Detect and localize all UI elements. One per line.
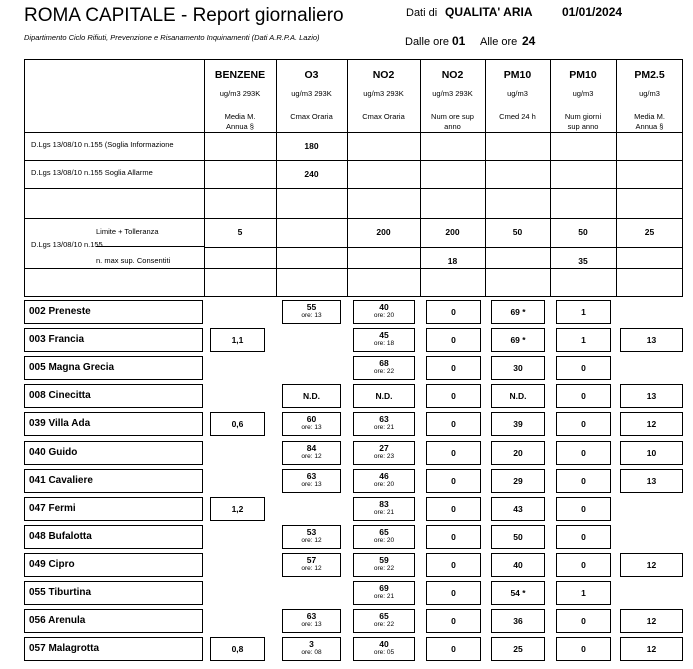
- station-o3-hour: ore: 12: [301, 565, 322, 572]
- station-pm25-cell: [620, 412, 683, 436]
- station-no2-value: 27: [379, 443, 389, 453]
- station-o3-hour: ore: 13: [301, 481, 322, 488]
- station-pm10-sup-cell: [556, 497, 611, 521]
- column-header-pm10: PM10: [503, 69, 532, 81]
- station-o3-value: 60: [306, 414, 317, 424]
- station-no2-sup-value: 0: [451, 560, 456, 570]
- station-no2-sup-cell: [426, 581, 481, 605]
- station-pm10-sup-value: 1: [581, 588, 586, 598]
- station-pm10-sup-cell: [556, 581, 611, 605]
- station-name: 055 Tiburtina: [24, 581, 203, 605]
- station-pm10-value: 30: [513, 363, 523, 373]
- column-note: Num ore sup: [431, 112, 474, 121]
- station-pm10-cell: [491, 441, 545, 465]
- limit-value: 200: [445, 227, 460, 237]
- station-no2-hour: ore: 20: [373, 312, 395, 319]
- station-no2-value: 46: [379, 471, 389, 481]
- station-no2-cell: [353, 300, 415, 324]
- station-no2-cell: [353, 469, 415, 493]
- station-o3-hour: ore: 13: [301, 312, 322, 319]
- column-unit: ug/m3 293K: [432, 89, 473, 98]
- station-no2-sup-cell: [426, 412, 481, 436]
- station-no2-hour: ore: 20: [373, 481, 395, 488]
- station-o3-cell: [282, 384, 341, 408]
- station-no2-hour: ore: 18: [373, 340, 395, 347]
- column-note: Cmed 24 h: [499, 112, 536, 121]
- limit-value: 50: [512, 227, 523, 237]
- exceed-label: n. max sup. Consentiti: [96, 256, 171, 265]
- station-o3-hour: ore: 12: [301, 537, 322, 544]
- station-o3-value: 84: [306, 443, 317, 453]
- station-pm25-value: 10: [646, 448, 657, 458]
- station-pm25-cell: [620, 609, 683, 633]
- column-unit: ug/m3 293K: [363, 89, 404, 98]
- station-pm25-cell: [620, 469, 683, 493]
- station-pm10-cell: [491, 581, 545, 605]
- column-note: sup anno: [567, 122, 599, 131]
- station-no2-sup-value: 0: [451, 532, 456, 542]
- station-no2-hour: ore: 05: [373, 649, 395, 656]
- alle-ore-label: Alle ore: [480, 36, 518, 48]
- station-name: 056 Arenula: [24, 609, 203, 633]
- station-no2-cell: [353, 328, 415, 352]
- station-no2-value: 83: [379, 499, 389, 509]
- grid-horizontal-line: [24, 268, 683, 269]
- station-pm10-value: 29: [513, 476, 523, 486]
- station-no2-value: N.D.: [375, 391, 393, 401]
- column-note: Cmax Oraria: [290, 112, 333, 121]
- station-no2-sup-cell: [426, 356, 481, 380]
- station-benzene-value: 0,8: [231, 644, 244, 654]
- station-pm25-cell: [620, 441, 683, 465]
- alle-ore-value: 24: [522, 34, 536, 48]
- column-note: Annua §: [635, 122, 664, 131]
- column-header-pm10: PM10: [569, 69, 597, 81]
- station-benzene-cell: [210, 412, 265, 436]
- station-no2-sup-cell: [426, 637, 481, 661]
- station-no2-sup-value: 0: [451, 448, 456, 458]
- threshold-alarm-o3: 240: [304, 169, 319, 179]
- station-pm10-cell: [491, 469, 545, 493]
- station-pm10-cell: [491, 384, 545, 408]
- station-no2-value: 59: [379, 555, 389, 565]
- station-name: 047 Fermi: [24, 497, 203, 521]
- station-no2-hour: ore: 21: [373, 424, 395, 431]
- station-no2-sup-value: 0: [451, 307, 456, 317]
- column-note: Num giorni: [564, 112, 602, 121]
- station-benzene-value: 1,1: [231, 335, 244, 345]
- station-pm10-sup-value: 0: [581, 391, 586, 401]
- station-no2-cell: [353, 384, 415, 408]
- column-unit: ug/m3: [639, 89, 660, 98]
- station-pm10-cell: [491, 356, 545, 380]
- station-no2-sup-cell: [426, 300, 481, 324]
- station-benzene-cell: [210, 328, 265, 352]
- station-no2-cell: [353, 497, 415, 521]
- station-no2-value: 63: [379, 414, 389, 424]
- station-o3-cell: [282, 412, 341, 436]
- exceed-value: 18: [447, 256, 458, 266]
- station-o3-cell: [282, 637, 341, 661]
- station-pm10-sup-value: 0: [581, 560, 586, 570]
- station-o3-value: 55: [306, 302, 317, 312]
- station-name: 005 Magna Grecia: [24, 356, 203, 380]
- station-no2-sup-value: 0: [451, 419, 456, 429]
- column-unit: ug/m3 293K: [291, 89, 332, 98]
- dalle-ore-label: Dalle ore: [405, 36, 450, 48]
- station-pm10-sup-cell: [556, 553, 611, 577]
- exceed-value: 35: [578, 256, 588, 266]
- station-pm10-sup-value: 0: [581, 644, 586, 654]
- station-name: 040 Guido: [24, 441, 203, 465]
- report-date: 01/01/2024: [562, 5, 623, 19]
- column-header-pm25: PM2.5: [634, 69, 665, 81]
- station-pm10-cell: [491, 553, 545, 577]
- station-no2-hour: ore: 23: [373, 453, 395, 460]
- station-no2-sup-value: 0: [451, 476, 456, 486]
- station-no2-cell: [353, 441, 415, 465]
- station-no2-value: 45: [379, 330, 389, 340]
- station-pm10-value: 39: [513, 419, 523, 429]
- station-no2-cell: [353, 356, 415, 380]
- station-no2-sup-cell: [426, 328, 481, 352]
- station-o3-value: 57: [306, 555, 317, 565]
- station-pm10-sup-cell: [556, 328, 611, 352]
- station-pm10-cell: [491, 300, 545, 324]
- page-title: ROMA CAPITALE - Report giornaliero: [24, 5, 344, 26]
- column-header-no2: NO2: [441, 69, 464, 81]
- station-pm25-cell: [620, 553, 683, 577]
- column-note: Cmax Oraria: [362, 112, 405, 121]
- station-pm10-value: 54 *: [510, 588, 526, 598]
- station-pm10-sup-cell: [556, 384, 611, 408]
- column-header-o3: O3: [304, 69, 319, 81]
- station-pm25-cell: [620, 637, 683, 661]
- station-no2-hour: ore: 21: [373, 509, 395, 516]
- station-o3-value: 53: [306, 527, 317, 537]
- station-pm10-sup-cell: [556, 300, 611, 324]
- station-pm10-sup-value: 0: [581, 504, 586, 514]
- station-no2-sup-cell: [426, 609, 481, 633]
- station-no2-sup-cell: [426, 553, 481, 577]
- station-pm25-value: 12: [646, 616, 657, 626]
- station-o3-cell: [282, 609, 341, 633]
- station-pm10-sup-value: 0: [581, 419, 586, 429]
- station-no2-cell: [353, 412, 415, 436]
- station-no2-sup-value: 0: [451, 391, 456, 401]
- station-name: 039 Villa Ada: [24, 412, 203, 436]
- station-no2-hour: ore: 21: [373, 593, 395, 600]
- station-no2-hour: ore: 20: [373, 537, 395, 544]
- station-o3-cell: [282, 469, 341, 493]
- station-pm10-value: 69 *: [510, 335, 526, 345]
- station-pm10-cell: [491, 412, 545, 436]
- column-note: Media M.: [224, 112, 256, 121]
- station-pm10-sup-cell: [556, 469, 611, 493]
- grid-horizontal-line: [24, 188, 683, 189]
- grid-horizontal-line: [24, 160, 683, 161]
- station-no2-cell: [353, 637, 415, 661]
- station-no2-value: 65: [379, 611, 389, 621]
- station-pm10-sup-value: 0: [581, 448, 586, 458]
- threshold-alarm-label: D.Lgs 13/08/10 n.155 Soglia Allarme: [31, 168, 153, 177]
- station-pm10-value: 69 *: [510, 307, 526, 317]
- column-note: Media M.: [634, 112, 665, 121]
- column-unit: ug/m3: [572, 89, 594, 98]
- station-pm10-value: 40: [513, 560, 523, 570]
- threshold-info-o3: 180: [304, 141, 319, 151]
- station-pm10-value: 43: [513, 504, 523, 514]
- report-category: QUALITA' ARIA: [445, 5, 533, 19]
- station-no2-value: 40: [379, 302, 389, 312]
- station-no2-cell: [353, 581, 415, 605]
- dati-di-label: Dati di: [406, 7, 438, 19]
- station-name: 057 Malagrotta: [24, 637, 203, 661]
- station-no2-value: 69: [379, 583, 389, 593]
- limit-value: 25: [644, 227, 655, 237]
- station-o3-hour: ore: 13: [301, 424, 322, 431]
- station-no2-cell: [353, 525, 415, 549]
- station-pm10-sup-value: 0: [581, 476, 586, 486]
- column-note: Annua §: [226, 122, 254, 131]
- station-no2-hour: ore: 22: [373, 368, 395, 375]
- station-benzene-value: 0,6: [231, 419, 244, 429]
- column-unit: ug/m3: [507, 89, 528, 98]
- station-name: 002 Preneste: [24, 300, 203, 324]
- station-pm25-value: 12: [646, 560, 657, 570]
- station-pm10-sup-cell: [556, 441, 611, 465]
- station-benzene-cell: [210, 637, 265, 661]
- station-no2-sup-value: 0: [451, 363, 456, 373]
- station-pm10-cell: [491, 497, 545, 521]
- station-o3-cell: [282, 441, 341, 465]
- station-pm25-value: 13: [646, 335, 657, 345]
- station-no2-sup-cell: [426, 469, 481, 493]
- station-name: 049 Cipro: [24, 553, 203, 577]
- station-o3-value: N.D.: [303, 391, 320, 401]
- station-pm25-value: 13: [646, 391, 657, 401]
- station-pm10-sup-value: 1: [581, 307, 586, 317]
- station-no2-sup-cell: [426, 384, 481, 408]
- station-benzene-cell: [210, 497, 265, 521]
- column-note: anno: [444, 122, 461, 131]
- grid-horizontal-line: [24, 218, 683, 219]
- station-pm25-value: 12: [646, 419, 657, 429]
- station-o3-value: 63: [306, 471, 317, 481]
- station-no2-sup-value: 0: [451, 504, 456, 514]
- station-o3-hour: ore: 12: [301, 453, 322, 460]
- station-pm10-sup-cell: [556, 356, 611, 380]
- station-no2-hour: ore: 22: [373, 565, 395, 572]
- station-pm10-sup-cell: [556, 637, 611, 661]
- threshold-info-label: D.Lgs 13/08/10 n.155 (Soglia Informazione: [31, 140, 174, 149]
- station-no2-cell: [353, 609, 415, 633]
- station-no2-sup-cell: [426, 441, 481, 465]
- decree-label: D.Lgs 13/08/10 n.155: [31, 240, 103, 249]
- station-no2-cell: [353, 553, 415, 577]
- limit-value: 5: [237, 227, 243, 237]
- station-pm10-sup-value: 1: [581, 335, 586, 345]
- station-pm10-cell: [491, 525, 545, 549]
- station-pm10-sup-value: 0: [581, 616, 586, 626]
- column-header-benzene: BENZENE: [214, 69, 266, 81]
- grid-horizontal-line: [24, 132, 683, 133]
- station-name: 008 Cinecitta: [24, 384, 203, 408]
- station-no2-sup-cell: [426, 497, 481, 521]
- dalle-ore-value: 01: [452, 34, 466, 48]
- station-o3-hour: ore: 08: [301, 649, 322, 656]
- station-name: 003 Francia: [24, 328, 203, 352]
- station-pm10-sup-cell: [556, 525, 611, 549]
- station-pm10-value: 25: [513, 644, 523, 654]
- station-no2-sup-value: 0: [451, 616, 456, 626]
- station-no2-sup-cell: [426, 525, 481, 549]
- station-no2-sup-value: 0: [451, 335, 456, 345]
- station-name: 048 Bufalotta: [24, 525, 203, 549]
- station-pm25-cell: [620, 384, 683, 408]
- station-name: 041 Cavaliere: [24, 469, 203, 493]
- station-no2-value: 65: [379, 527, 389, 537]
- station-no2-sup-value: 0: [451, 588, 456, 598]
- station-pm10-value: 50: [513, 532, 523, 542]
- station-benzene-value: 1,2: [231, 504, 244, 514]
- decree-underline: [96, 246, 204, 247]
- station-o3-cell: [282, 553, 341, 577]
- limit-label: Limite + Tolleranza: [96, 227, 159, 236]
- station-no2-hour: ore: 22: [373, 621, 395, 628]
- station-o3-value: 63: [306, 611, 317, 621]
- station-pm10-sup-cell: [556, 609, 611, 633]
- station-pm25-value: 13: [646, 476, 657, 486]
- station-pm10-cell: [491, 328, 545, 352]
- station-pm10-sup-value: 0: [581, 363, 586, 373]
- station-no2-value: 68: [379, 358, 389, 368]
- station-pm10-sup-cell: [556, 412, 611, 436]
- station-no2-sup-value: 0: [451, 644, 456, 654]
- station-pm10-value: 36: [513, 616, 523, 626]
- limit-value: 50: [578, 227, 588, 237]
- station-pm10-cell: [491, 609, 545, 633]
- station-pm10-sup-value: 0: [581, 532, 586, 542]
- station-pm10-value: N.D.: [509, 391, 527, 401]
- station-o3-hour: ore: 13: [301, 621, 322, 628]
- station-pm25-cell: [620, 328, 683, 352]
- station-pm10-value: 20: [513, 448, 523, 458]
- station-pm25-value: 12: [646, 644, 657, 654]
- station-o3-cell: [282, 525, 341, 549]
- column-unit: ug/m3 293K: [219, 89, 261, 98]
- limit-value: 200: [376, 227, 391, 237]
- department-subtitle: Dipartimento Ciclo Rifiuti, Prevenzione e Risanamento Inquinamenti (Dati A.R.P.A. Lazio): [24, 33, 320, 42]
- station-o3-value: 3: [309, 639, 314, 649]
- grid-horizontal-line: [204, 247, 683, 248]
- station-o3-cell: [282, 300, 341, 324]
- station-pm10-cell: [491, 637, 545, 661]
- station-no2-value: 40: [379, 639, 389, 649]
- column-header-no2: NO2: [372, 69, 395, 81]
